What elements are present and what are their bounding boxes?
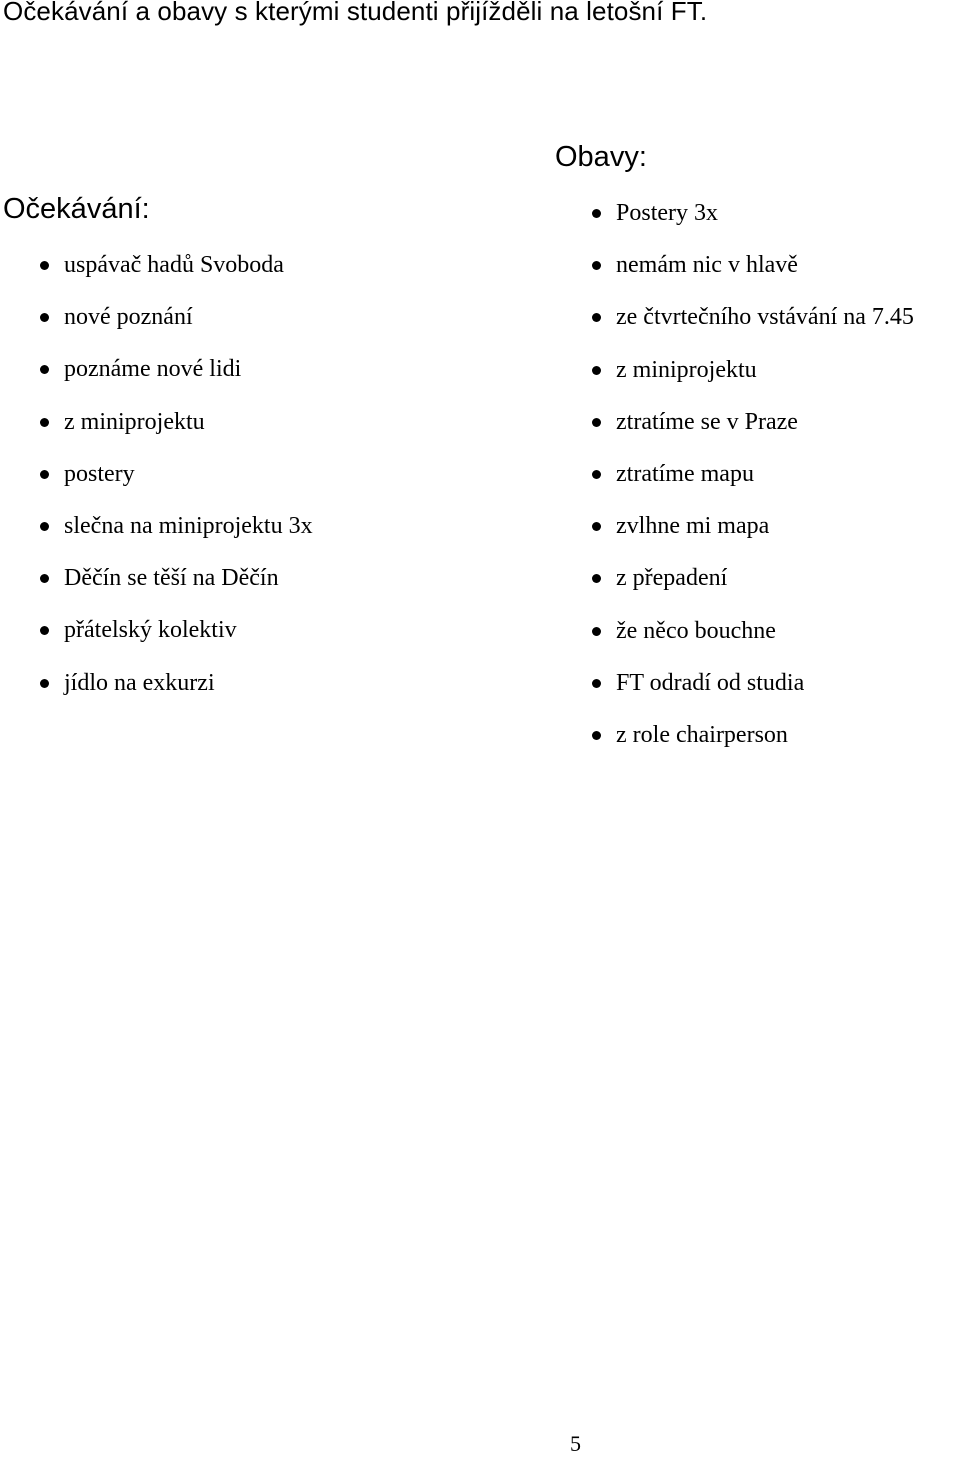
concern-item [592,616,914,668]
bullet-icon [40,470,49,479]
expectations-heading: Očekávání: [3,193,150,225]
concern-item-text: z přepadení [616,565,728,592]
bullet-icon [592,627,601,636]
expectation-item [40,302,313,354]
concern-item [592,459,914,511]
concern-item [592,355,914,407]
bullet-icon [592,261,601,270]
concern-item [592,563,914,615]
bullet-icon [592,679,601,688]
bullet-icon [40,522,49,531]
bullet-icon [40,574,49,583]
bullet-icon [592,470,601,479]
expectation-item [40,354,313,406]
bullet-icon [592,418,601,427]
concern-item [592,511,914,563]
page-title: Očekávání a obavy s kterými studenti přijížděli na letošní FT. [3,0,708,26]
concern-item-text: ztratíme se v Praze [616,408,798,435]
concern-item [592,250,914,302]
concern-item-text: že něco bouchne [616,617,776,644]
bullet-icon [592,731,601,740]
bullet-icon [592,574,601,583]
concern-item-text: z role chairperson [616,721,788,748]
expectation-item [40,511,313,563]
concern-item-text: ztratíme mapu [616,460,754,487]
concerns-heading: Obavy: [555,141,647,173]
expectation-item-text: nové poznání [64,304,193,331]
expectation-item-text: přátelský kolektiv [64,617,237,644]
bullet-icon [592,366,601,375]
concern-item-text: FT odradí od studia [616,669,805,696]
expectation-item-text: z miniprojektu [64,408,205,435]
concern-item [592,668,914,720]
bullet-icon [40,365,49,374]
expectation-item-text: jídlo na exkurzi [64,669,215,696]
expectation-item-text: postery [64,460,135,487]
page-number: 5 [570,1431,581,1456]
bullet-icon [40,679,49,688]
bullet-icon [592,313,601,322]
concern-item-text: Postery 3x [616,200,718,226]
bullet-icon [40,626,49,635]
bullet-icon [592,522,601,531]
expectation-item [40,407,313,459]
expectations-list [40,250,313,720]
concern-item-text: ze čtvrtečního vstávání na 7.45 [616,304,914,331]
concern-item [592,198,914,250]
expectation-item [40,459,313,511]
bullet-icon [40,313,49,322]
concern-item-text: z miniprojektu [616,356,757,383]
expectation-item-text: slečna na miniprojektu 3x [64,512,313,539]
expectation-item-text: poznáme nové lidi [64,356,242,383]
expectation-item-text: Děčín se těší na Děčín [64,565,279,592]
bullet-icon [592,209,601,218]
concern-item-text: nemám nic v hlavě [616,252,798,279]
concern-item [592,720,914,772]
concern-item [592,407,914,459]
expectation-item-text: uspávač hadů Svoboda [64,252,284,278]
expectation-item [40,250,313,302]
expectation-item [40,615,313,667]
concerns-list [592,198,914,772]
expectation-item [40,563,313,615]
bullet-icon [40,418,49,427]
bullet-icon [40,261,49,270]
expectation-item [40,668,313,720]
concern-item [592,302,914,354]
concern-item-text: zvlhne mi mapa [616,513,770,540]
